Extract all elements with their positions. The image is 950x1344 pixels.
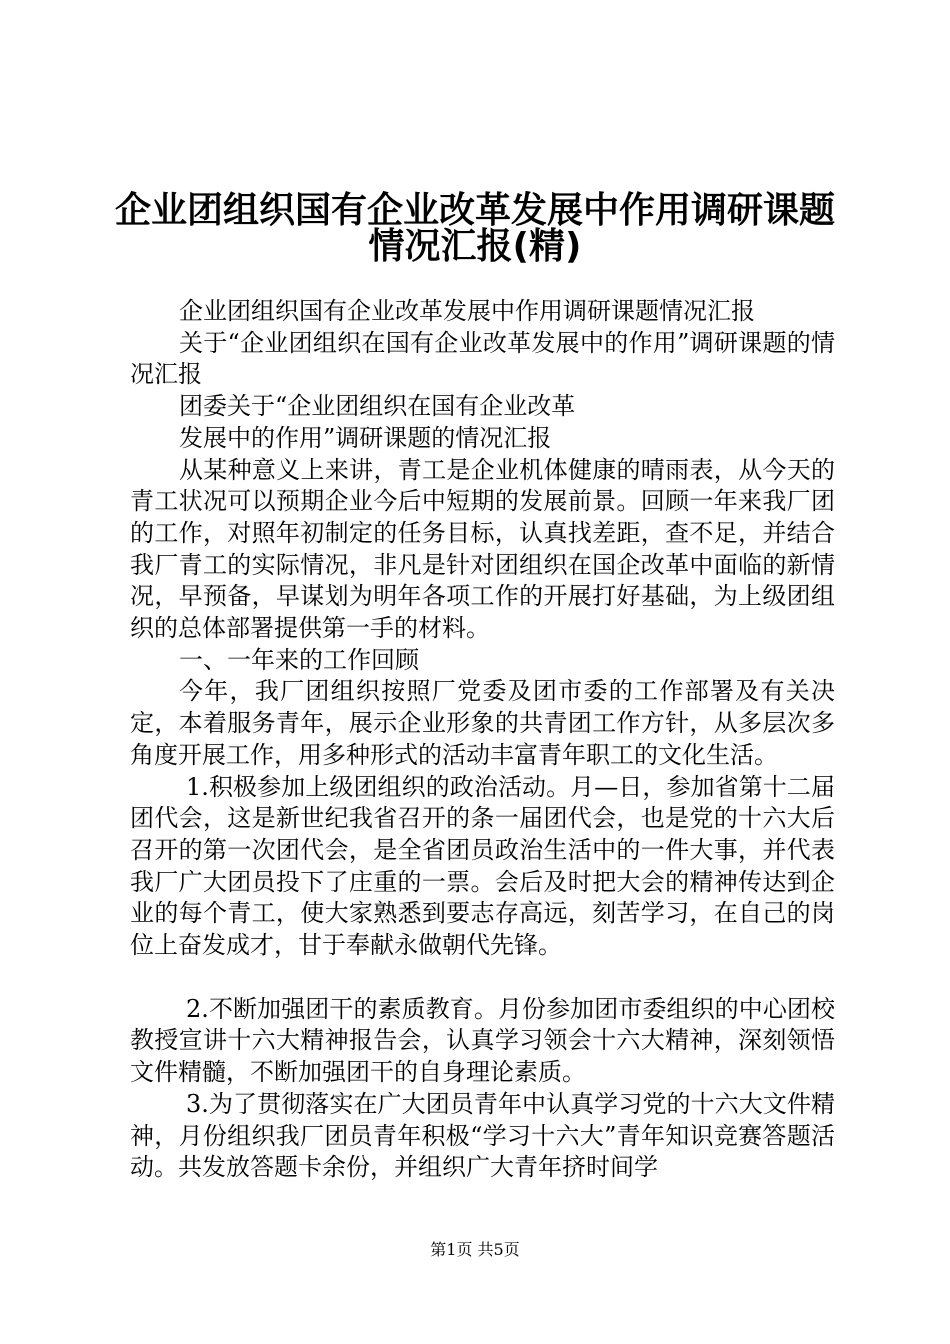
document-title-line-2: 情况汇报(精) bbox=[368, 226, 582, 267]
paragraph-spacer bbox=[130, 962, 835, 994]
paragraph: 2.不断加强团干的素质教育。月份参加团市委组织的中心团校教授宣讲十六大精神报告会，认真学习领会十六大精神，深刻领悟文件精髓，不断加强团干的自身理论素质。 bbox=[130, 994, 835, 1087]
paragraph: 发展中的作用”调研课题的情况汇报 bbox=[179, 423, 552, 452]
document-body bbox=[130, 296, 835, 1184]
document-title-line-1: 企业团组织国有企业改革发展中作用调研课题 bbox=[114, 190, 835, 231]
paragraph: 3.为了贯彻落实在广大团员青年中认真学习党的十六大文件精神，月份组织我厂团员青年积极“学习十六大”青年知识竞赛答题活动。共发放答题卡余份，并组织广大青年挤时间学 bbox=[130, 1089, 835, 1182]
paragraph: 团委关于“企业团组织在国有企业改革 bbox=[179, 392, 576, 421]
page-number-footer: 第1页 共5页 bbox=[430, 1240, 520, 1259]
paragraph: 1.积极参加上级团组织的政治活动。月—日，参加省第十二届团代会，这是新世纪我省召开的条一届团代会，也是党的十六大后召开的第一次团代会，是全省团员政治生活中的一件大事，并代表我厂广大团员投下了庄重的一票。会后及时把大会的精神传达到企业的每个青工，使大家熟悉到要志存高远，刻苦学习，在自己的岗位上奋发成才，甘于奉献永做朝代先锋。 bbox=[130, 772, 835, 960]
paragraph: 关于“企业团组织在国有企业改革发展中的作用”调研课题的情况汇报 bbox=[130, 328, 835, 389]
paragraph: 今年，我厂团组织按照厂党委及团市委的工作部署及有关决定，本着服务青年，展示企业形象的共青团工作方针，从多层次多角度开展工作，用多种形式的活动丰富青年职工的文化生活。 bbox=[130, 677, 835, 769]
paragraph: 从某种意义上来讲，青工是企业机体健康的晴雨表，从今天的青工状况可以预期企业今后中短期的发展前景。回顾一年来我厂团的工作，对照年初制定的任务目标，认真找差距，查不足，并结合我厂青工的实际情况，非凡是针对团组织在国企改革中面临的新情况，早预备，早谋划为明年各项工作的开展打好基础，为上级团组织的总体部署提供第一手的材料。 bbox=[130, 455, 835, 643]
section-heading: 一、一年来的工作回顾 bbox=[179, 645, 419, 674]
paragraph: 企业团组织国有企业改革发展中作用调研课题情况汇报 bbox=[179, 297, 755, 325]
